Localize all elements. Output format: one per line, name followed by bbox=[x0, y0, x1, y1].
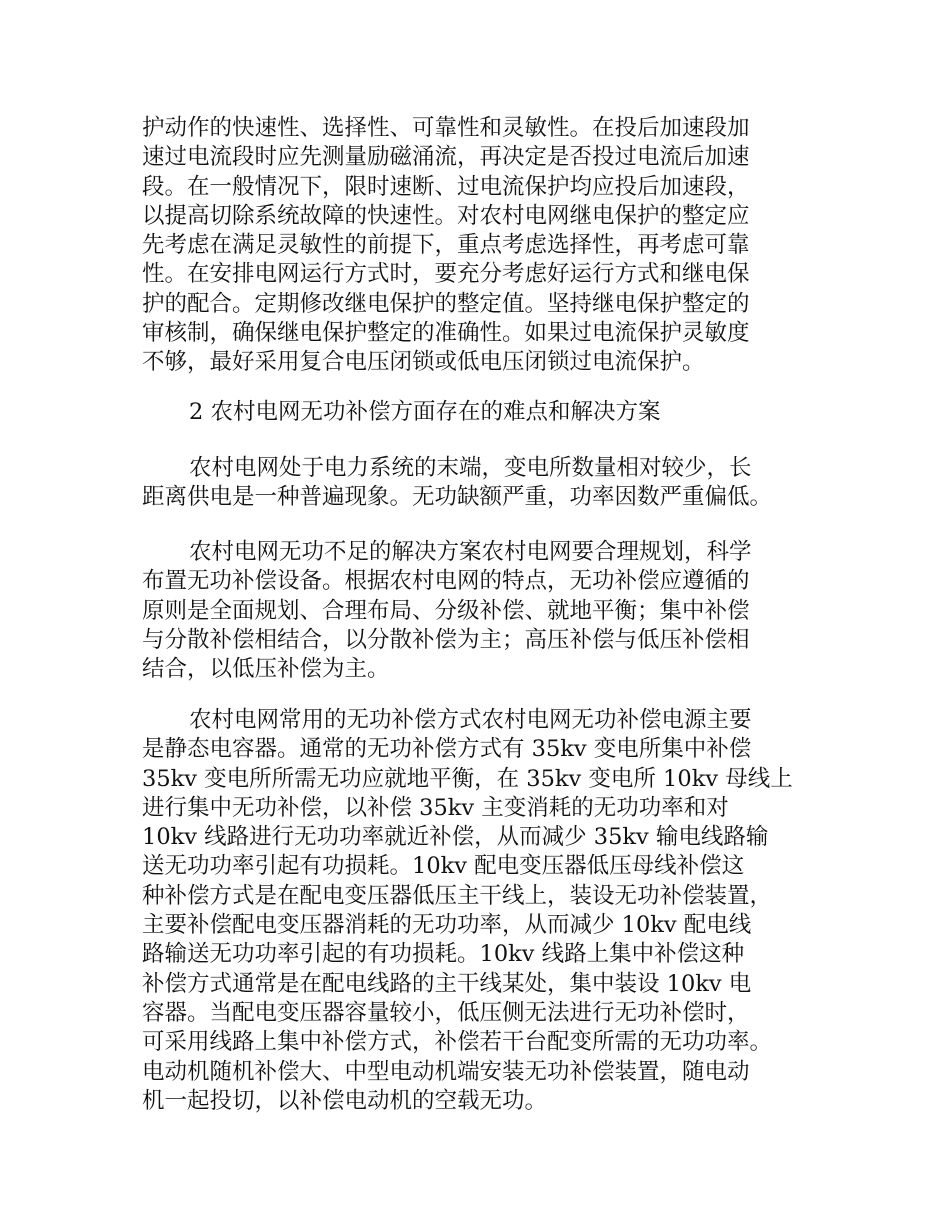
text-line: 速过电流段时应先测量励磁涌流，再决定是否投过电流后加速 bbox=[142, 144, 750, 171]
heading-line: 2 农村电网无功补偿方面存在的难点和解决方案 bbox=[189, 399, 661, 425]
paragraph-compensation-methods bbox=[142, 706, 842, 1116]
text-line: 农村电网无功不足的解决方案农村电网要合理规划，科学 bbox=[189, 539, 752, 565]
text-line: 与分散补偿相结合，以分散补偿为主；高压补偿与低压补偿相 bbox=[142, 626, 750, 653]
text-line: 布置无功补偿设备。根据农村电网的特点，无功补偿应遵循的 bbox=[142, 568, 750, 595]
text-line: 进行集中无功补偿，以补偿 35kv 主变消耗的无功功率和对 bbox=[142, 794, 729, 821]
text-line: 主要补偿配电变压器消耗的无功功率，从而减少 10kv 配电线 bbox=[142, 912, 752, 939]
text-line: 补偿方式通常是在配电线路的主干线某处，集中装设 10kv 电 bbox=[142, 970, 752, 997]
paragraph-relay-protection bbox=[142, 114, 842, 378]
text-line: 段。在一般情况下，限时速断、过电流保护均应投后加速段， bbox=[142, 173, 750, 200]
text-line: 性。在安排电网运行方式时，要充分考虑好运行方式和继电保 bbox=[142, 261, 750, 288]
text-line: 送无功功率引起有功损耗。10kv 配电变压器低压母线补偿这 bbox=[142, 853, 745, 880]
text-line: 护的配合。定期修改继电保护的整定值。坚持继电保护整定的 bbox=[142, 290, 750, 317]
text-line: 原则是全面规划、合理布局、分级补偿、就地平衡；集中补偿 bbox=[142, 597, 750, 624]
paragraph-solution bbox=[142, 538, 842, 684]
text-line: 容器。当配电变压器容量较小，低压侧无法进行无功补偿时， bbox=[142, 999, 750, 1026]
text-line: 是静态电容器。通常的无功补偿方式有 35kv 变电所集中补偿 bbox=[142, 736, 752, 763]
text-line: 35kv 变电所所需无功应就地平衡，在 35kv 变电所 10kv 母线上 bbox=[142, 765, 793, 792]
text-line: 审核制，确保继电保护整定的准确性。如果过电流保护灵敏度 bbox=[142, 320, 750, 347]
text-line: 护动作的快速性、选择性、可靠性和灵敏性。在投后加速段加 bbox=[142, 115, 750, 141]
text-line: 机一起投切，以补偿电动机的空载无功。 bbox=[142, 1087, 548, 1114]
text-line: 不够，最好采用复合电压闭锁或低电压闭锁过电流保护。 bbox=[142, 349, 705, 376]
text-line: 路输送无功功率引起的有功损耗。10kv 线路上集中补偿这种 bbox=[142, 941, 745, 968]
text-line: 种补偿方式是在配电变压器低压主干线上，装设无功补偿装置， bbox=[142, 882, 773, 909]
text-line: 电动机随机补偿大、中型电动机端安装无功补偿装置，随电动 bbox=[142, 1058, 750, 1085]
section-heading bbox=[142, 398, 842, 427]
text-line: 可采用线路上集中补偿方式，补偿若干台配变所需的无功功率。 bbox=[142, 1029, 773, 1056]
text-line: 10kv 线路进行无功功率就近补偿，从而减少 35kv 输电线路输 bbox=[142, 824, 769, 851]
text-line: 先考虑在满足灵敏性的前提下，重点考虑选择性，再考虑可靠 bbox=[142, 232, 750, 259]
text-line: 农村电网常用的无功补偿方式农村电网无功补偿电源主要 bbox=[189, 707, 752, 733]
text-line: 以提高切除系统故障的快速性。对农村电网继电保护的整定应 bbox=[142, 202, 750, 229]
text-line: 结合，以低压补偿为主。 bbox=[142, 656, 390, 683]
paragraph-rural-grid-status bbox=[142, 454, 842, 513]
text-line: 农村电网处于电力系统的末端，变电所数量相对较少，长 bbox=[189, 455, 752, 481]
text-line: 距离供电是一种普遍现象。无功缺额严重，功率因数严重偏低。 bbox=[142, 484, 773, 511]
